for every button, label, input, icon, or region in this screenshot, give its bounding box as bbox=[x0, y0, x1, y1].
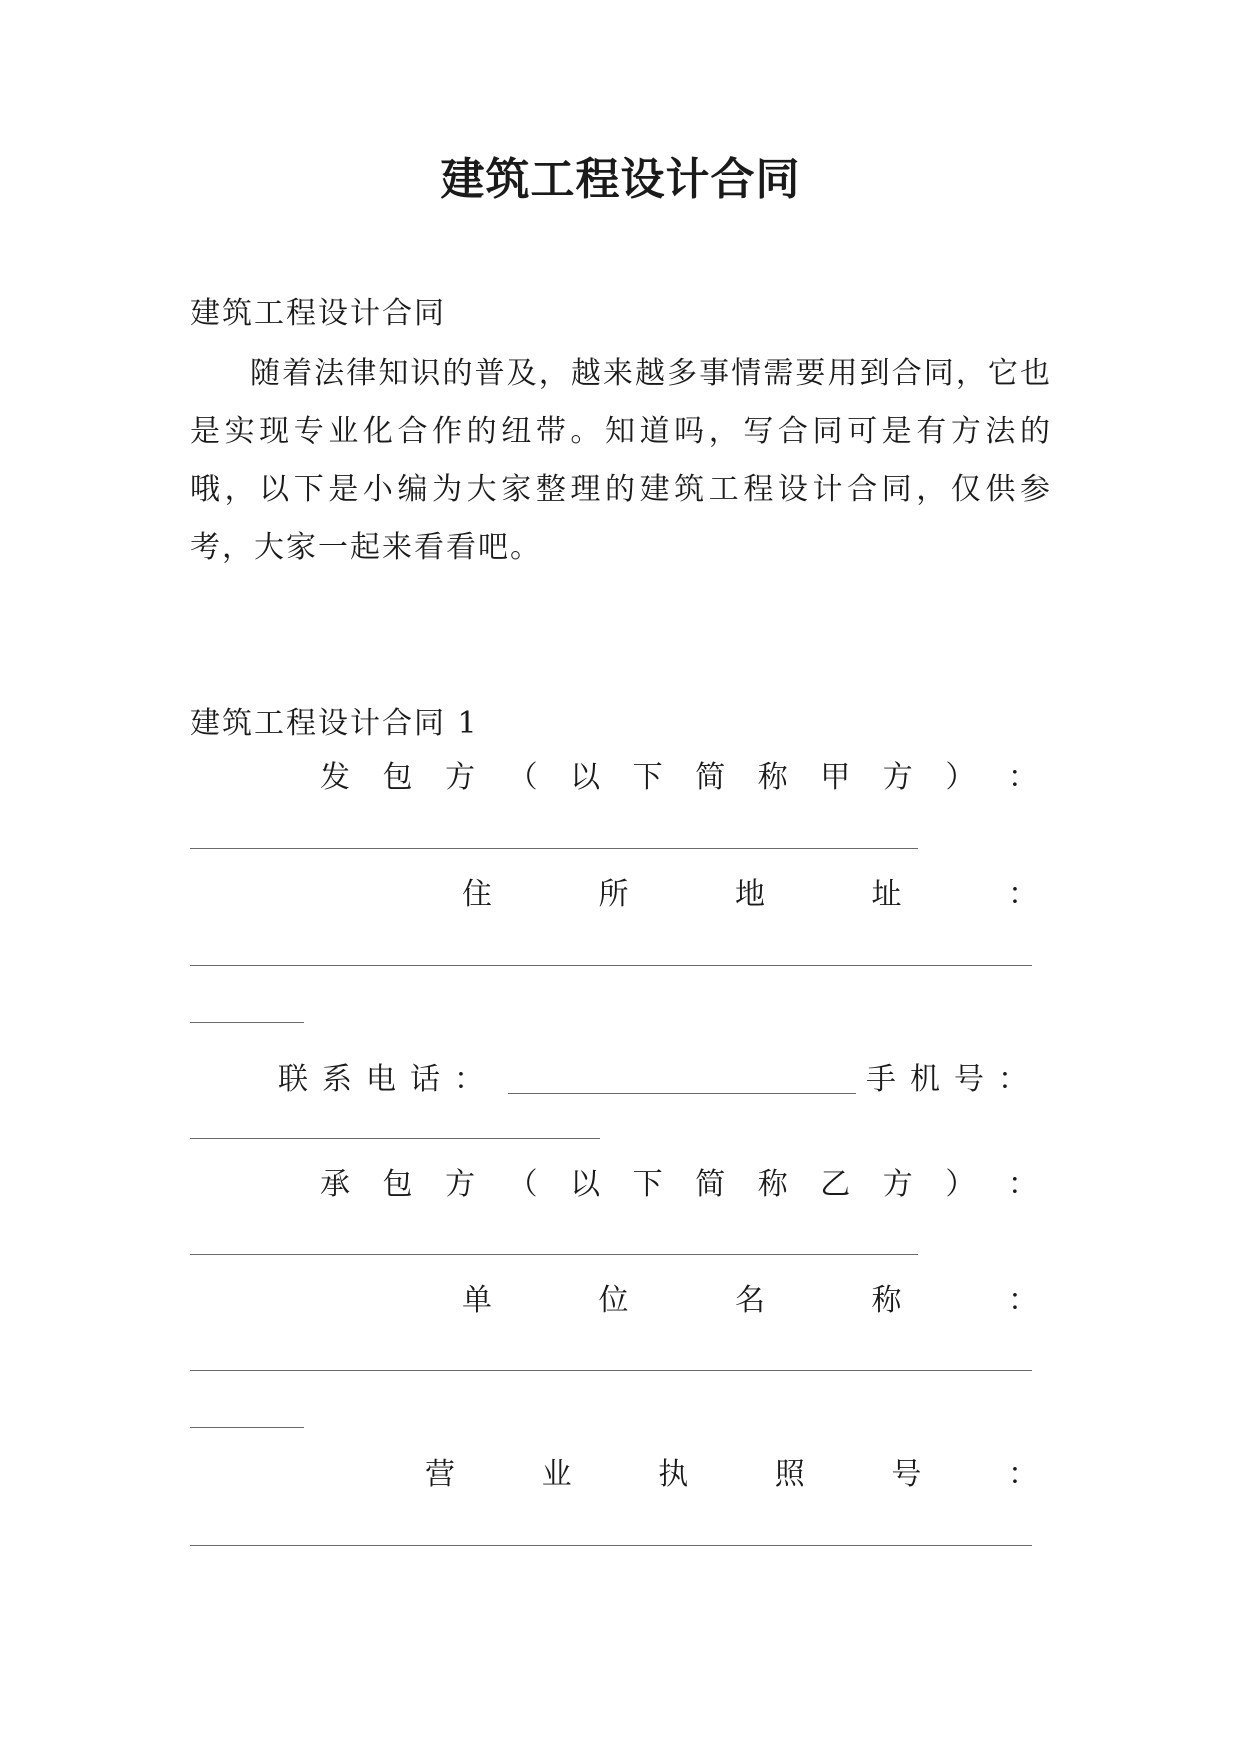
label-char: 称 bbox=[757, 760, 788, 795]
address-fill-line[interactable] bbox=[190, 965, 1032, 966]
unit-name-fill-line-continued[interactable] bbox=[190, 1427, 304, 1428]
party-b-fill-line[interactable] bbox=[190, 1254, 918, 1255]
label-char: ： bbox=[1008, 877, 1038, 912]
party-b-label bbox=[320, 1165, 1038, 1205]
address-label bbox=[462, 875, 1038, 915]
label-char: 方 bbox=[445, 1167, 476, 1202]
unit-name-label bbox=[462, 1281, 1038, 1321]
label-char: 称 bbox=[871, 1283, 902, 1318]
label-char: 单 bbox=[462, 1283, 492, 1318]
license-label bbox=[425, 1455, 1038, 1495]
mobile-fill-line[interactable] bbox=[190, 1138, 600, 1139]
mobile-label: 手机号： bbox=[866, 1062, 1042, 1097]
label-char: 所 bbox=[598, 877, 629, 912]
label-char: ： bbox=[1007, 1167, 1038, 1202]
label-char: 方 bbox=[882, 1167, 913, 1202]
label-char: ） bbox=[945, 760, 976, 795]
label-char: 乙 bbox=[820, 1167, 851, 1202]
label-char: 包 bbox=[382, 760, 413, 795]
phone-fill-line[interactable] bbox=[508, 1092, 856, 1094]
address-fill-line-continued[interactable] bbox=[190, 1022, 304, 1023]
label-char: 方 bbox=[882, 760, 913, 795]
label-char: 业 bbox=[541, 1457, 572, 1492]
label-char: （ bbox=[507, 1167, 538, 1202]
label-char: 承 bbox=[320, 1167, 350, 1202]
section-title: 建筑工程设计合同 1 bbox=[190, 706, 479, 741]
label-char: ： bbox=[1008, 1283, 1038, 1318]
label-char: 照 bbox=[774, 1457, 805, 1492]
intro-paragraph: 随着法律知识的普及，越来越多事情需要用到合同，它也是实现专业化合作的纽带。知道吗，写合同可是有方法的哦，以下是小编为大家整理的建筑工程设计合同，仅供参考，大家一起来看看吧。 bbox=[190, 356, 1052, 565]
label-char: 住 bbox=[462, 877, 492, 912]
label-char: 号 bbox=[891, 1457, 922, 1492]
label-char: 址 bbox=[871, 877, 902, 912]
label-char: 包 bbox=[382, 1167, 413, 1202]
label-char: 下 bbox=[632, 760, 663, 795]
document-title: 建筑工程设计合同 bbox=[440, 154, 801, 205]
party-a-label bbox=[320, 758, 1038, 798]
label-char: 以 bbox=[570, 1167, 601, 1202]
label-char: 甲 bbox=[820, 760, 851, 795]
party-a-fill-line[interactable] bbox=[190, 848, 918, 849]
phone-row bbox=[278, 1060, 1042, 1100]
label-char: 简 bbox=[695, 760, 726, 795]
label-char: 执 bbox=[658, 1457, 689, 1492]
label-char: 发 bbox=[320, 760, 350, 795]
label-char: 营 bbox=[425, 1457, 455, 1492]
label-char: 地 bbox=[735, 877, 765, 912]
phone-label: 联系电话： bbox=[278, 1062, 498, 1097]
document-subtitle: 建筑工程设计合同 bbox=[190, 296, 446, 331]
license-fill-line[interactable] bbox=[190, 1545, 1032, 1546]
label-char: ： bbox=[1007, 760, 1038, 795]
label-char: （ bbox=[507, 760, 538, 795]
label-char: 以 bbox=[570, 760, 601, 795]
label-char: 位 bbox=[598, 1283, 629, 1318]
label-char: ： bbox=[1007, 1457, 1038, 1492]
label-char: 下 bbox=[632, 1167, 663, 1202]
unit-name-fill-line[interactable] bbox=[190, 1370, 1032, 1371]
label-char: ） bbox=[945, 1167, 976, 1202]
label-char: 简 bbox=[695, 1167, 726, 1202]
label-char: 名 bbox=[735, 1283, 765, 1318]
label-char: 称 bbox=[757, 1167, 788, 1202]
label-char: 方 bbox=[445, 760, 476, 795]
